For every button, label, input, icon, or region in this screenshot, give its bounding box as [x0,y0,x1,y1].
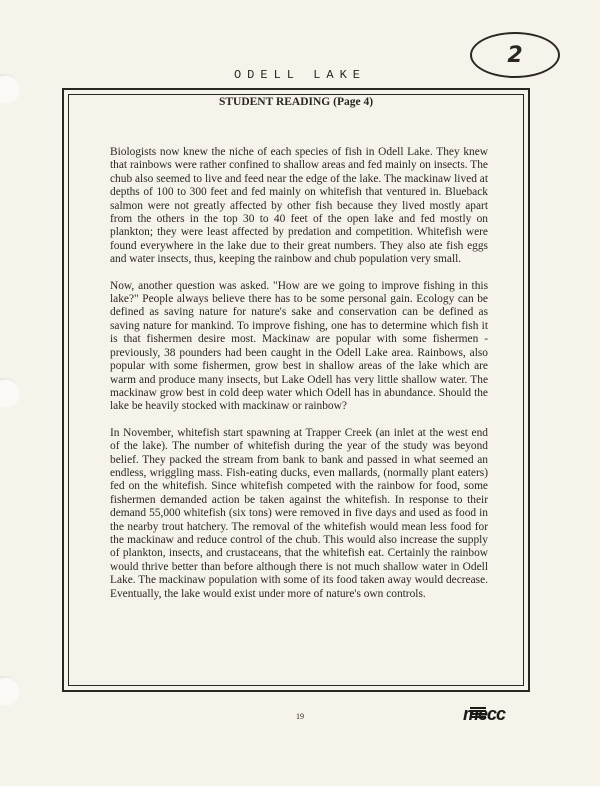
binder-hole-bottom [0,676,20,706]
reading-body [110,146,488,614]
page-title: ODELL LAKE [233,68,366,82]
page-number: 19 [296,712,304,721]
binder-hole-middle [0,378,20,408]
paragraph-3: In November, whitefish start spawning at Trapper Creek (an inlet at the west end of the lake). The number of whitefish during the year of the study was beyond belief. They packed the stream from bank to bank and passed in what seemed an endless, wriggling mass. Fish-eating ducks, even mallards, (normally plant eaters) fed on the whitefish. Since whitefish competed with the rainbow for food, some fishermen demanded action be taken against the whitefish. In response to their demand 55,000 whitefish (six tons) were removed in five days and used as food in the nearby trout hatchery. The removal of the whitefish would mean less food for the mackinaw and reduce control of the chub. This would also increase the supply of plankton, insects, and crustaceans, that the whitefish eat. Certainly the rainbow would thrive better than before although there is not much shallow water in Odell Lake. The mackinaw population with some of its food taken away would decrease. Eventually, the lake would exist under more of nature's own controls. [110,426,488,600]
paragraph-1: Biologists now knew the niche of each species of fish in Odell Lake. They knew that rainbows were rather confined to shallow areas and fed mainly on insects. The chub also seemed to live and feed near the edge of the lake. The mackinaw lived at depths of 100 to 300 feet and fed mainly on whitefish that ventured in. Blueback salmon were not greatly affected by other fish because they lived mostly apart from the others in the top 30 to 40 feet of the open lake and fed mostly on plankton; they were least affected by predation and competition. Whitefish were found everywhere in the lake due to their great numbers. They also ate fish eggs and water insects, thus, keeping the rainbow and chub population very small. [110,146,488,266]
reading-heading: STUDENT READING (Page 4) [218,96,374,108]
section-number: 2 [507,42,523,68]
paragraph-2: Now, another question was asked. "How are we going to improve fishing in this lake?" People always believe there has to be some personal gain. Ecology can be defined as saving nature for nature's sake and conservation can be defined as saving nature for mankind. To improve fishing, one has to determine which fish it is that fishermen desire most. Mackinaw are popular with some fishermen - previously, 38 pounders had been caught in the Odell Lake area. Rainbows, also popular with some fishermen, grow best in shallow areas of the lake which are warm and produce many insects, but Lake Odell has very little shallow water. The mackinaw grow best in cold deep water which Odell has in abundance. Should the lake be heavily stocked with mackinaw or rainbow? [110,279,488,413]
mecc-logo: mecc [463,704,506,724]
